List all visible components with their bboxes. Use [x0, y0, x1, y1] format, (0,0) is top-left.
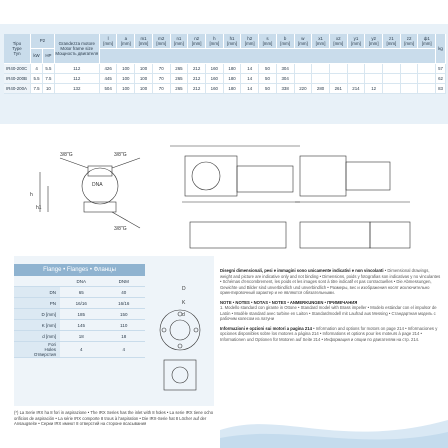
table-cell: 10: [43, 84, 55, 94]
table-cell: IR40-200C: [4, 64, 31, 74]
table-cell: [418, 84, 436, 94]
flange-table: [14, 276, 145, 358]
table-cell: 212: [188, 74, 206, 84]
table-cell: [329, 74, 347, 84]
table-cell: 100: [117, 74, 135, 84]
table-row: [14, 320, 145, 331]
table-cell: 212: [188, 64, 206, 74]
thread-callout-2: 3/8"G: [114, 152, 127, 158]
table-cell: IR40-200B: [4, 74, 31, 84]
col-x1-header: x1 [mm]: [312, 34, 330, 49]
col-f1-header: ф1 [mm]: [418, 34, 436, 49]
table-cell: 338: [276, 84, 294, 94]
col-kw-header: kW: [31, 49, 43, 64]
col-l-header: l [mm]: [99, 34, 117, 49]
table-cell: 12: [365, 84, 383, 94]
col-h1-header: h1 [mm]: [223, 34, 241, 49]
table-cell: 40: [103, 287, 146, 298]
table-row: [14, 287, 145, 298]
table-row: [4, 74, 446, 84]
col-s-header: s [mm]: [259, 34, 277, 49]
table-cell: IR40-200A: [4, 84, 31, 94]
table-cell: 426: [99, 64, 117, 74]
table-cell: 100: [135, 74, 153, 84]
table-cell: PN: [14, 298, 60, 309]
table-cell: 100: [135, 64, 153, 74]
table-cell: [294, 64, 312, 74]
table-cell: [329, 64, 347, 74]
table-cell: 304: [276, 64, 294, 74]
table-row: [14, 342, 145, 358]
table-cell: [365, 74, 383, 84]
decorative-wave: [220, 380, 448, 448]
table-cell: 214: [347, 84, 365, 94]
col-w-header: w [mm]: [294, 34, 312, 49]
table-cell: 261: [329, 84, 347, 94]
table-cell: 4: [31, 64, 43, 74]
table-cell: 132: [54, 84, 99, 94]
table-cell: DN: [14, 287, 60, 298]
thread-callout-3: 3/8"G: [114, 226, 127, 232]
notes-paragraph-1: Disegni dimensionali, pesi e immagini sono unicamente indicativi e non vincolanti • Dimensional drawings, weight and picture are indicative only and not binding • Dimensions, poids y fotografias son indicativas y no vinculantes • Schémas d'encombrement, les poids et les images sont à titre indicatif et pas contractuelles • Die Abmessungen, Gewichte und Bilder sind unverbindlich und unverbindlich • Размеры, вес и изображения носят исключительно ориентировочный характер и не являются обязательными.: [220, 268, 441, 295]
table-cell: 50: [259, 74, 277, 84]
table-cell: 100: [135, 84, 153, 94]
flange-k-label: K: [182, 300, 186, 306]
table-cell: 4: [103, 342, 146, 358]
notes-paragraph-3: Informazioni e opzioni sui motori a pagina 214 • Information and options for motors on page 214 • Informaciones y opciones disponibles sobre los motores a página 214 • Informations et options pour les moteurs à page 214 • Informationen und Optionen für Motoren auf Seite 214 • Информация и опции по двигателям на стр. 214.: [220, 325, 438, 342]
table-cell: 70: [152, 74, 170, 84]
col-m1-header: m1 [mm]: [135, 34, 153, 49]
table-cell: [383, 74, 401, 84]
table-cell: 65: [60, 287, 103, 298]
table-cell: 7.5: [43, 74, 55, 84]
table-cell: 70: [152, 64, 170, 74]
table-cell: 7.5: [31, 84, 43, 94]
table-cell: 112: [54, 74, 99, 84]
table-cell: 16/16: [60, 298, 103, 309]
table-cell: 160: [205, 84, 223, 94]
flange-col-dnm: DNM: [103, 276, 146, 287]
table-cell: 280: [312, 84, 330, 94]
table-cell: 180: [223, 64, 241, 74]
table-cell: K [mm]: [14, 320, 60, 331]
table-cell: 504: [99, 84, 117, 94]
notes-paragraph-2: NOTE • NOTES • NOTAS • NOTES • ANMERKUNGEN • ПРИМЕЧАНИЯ 1. Modello standard con girante in Ottone • Standard model with Brass impeller • Modelo estándar con el impulsor de Latón • Modèle standard avec turbine en Laiton • Standardmodell mit Laufrad aus Messing • Стандартная модель с рабочим колесом из латуни: [220, 299, 437, 321]
col-p2-header: P2: [31, 34, 55, 49]
table-row: [14, 309, 145, 320]
table-cell: 14: [241, 84, 259, 94]
col-a-header: a [mm]: [117, 34, 135, 49]
col-z2-header: z2 [mm]: [400, 34, 418, 49]
table-cell: 304: [276, 74, 294, 84]
table-cell: 100: [117, 84, 135, 94]
table-cell: 160: [205, 64, 223, 74]
col-type-header: Tipo Type Tyn: [4, 34, 31, 64]
table-cell: Fori Holes Отверстия: [14, 342, 60, 358]
table-cell: 220: [294, 84, 312, 94]
table-cell: 445: [99, 74, 117, 84]
flange-title: Flange • Flanges • Фланцы: [14, 264, 145, 276]
table-cell: 112: [54, 64, 99, 74]
dimension-table: [4, 34, 446, 94]
pump-top-view-drawing: [295, 156, 410, 248]
table-cell: 265: [170, 64, 188, 74]
col-z1-header: z1 [mm]: [383, 34, 401, 49]
col-h-header: h [mm]: [205, 34, 223, 49]
table-cell: 265: [170, 74, 188, 84]
table-cell: 160: [205, 74, 223, 84]
table-cell: 50: [259, 64, 277, 74]
table-row: [14, 331, 145, 342]
col-b-header: b [mm]: [276, 34, 294, 49]
col-kg-header: kg: [436, 34, 446, 64]
col-x2-header: x2 [mm]: [329, 34, 347, 49]
flange-d-outer-label: D: [182, 286, 186, 292]
flange-drawing: [150, 280, 210, 400]
h-label: h: [30, 192, 33, 198]
table-cell: 185: [60, 309, 103, 320]
table-cell: 145: [60, 320, 103, 331]
table-cell: [418, 64, 436, 74]
col-n1-header: n1 [mm]: [170, 34, 188, 49]
footnote: (*) La Serie IRX ha 8 fori in aspirazione • The IRX Series has the inlet with 8 holes • La serie IRX tiene ocho orificios de aspiración • La série IRX comporte 8 trous à l'aspiration • Die IRX-Serie hat 8 Löcher auf der Ansaugseite • Серии IRX имеют 8 отверстий на стороне всасывания: [14, 410, 214, 426]
table-cell: 4: [60, 342, 103, 358]
table-cell: [294, 74, 312, 84]
table-row: [14, 298, 145, 309]
table-cell: [418, 74, 436, 84]
table-cell: 14: [241, 74, 259, 84]
table-cell: 110: [103, 320, 146, 331]
table-cell: 83: [436, 84, 446, 94]
col-n2-header: n2 [mm]: [188, 34, 206, 49]
col-y2-header: y2 [mm]: [365, 34, 383, 49]
table-row: [4, 84, 446, 94]
pump-side-view-drawing: [40, 158, 140, 228]
table-cell: 5.5: [31, 74, 43, 84]
col-hp-header: HP: [43, 49, 55, 64]
notes-section: [220, 268, 442, 342]
table-row: [4, 64, 446, 74]
table-cell: [383, 64, 401, 74]
table-cell: 18: [60, 331, 103, 342]
table-cell: D [mm]: [14, 309, 60, 320]
table-cell: 265: [170, 84, 188, 94]
h1-label: h1: [36, 205, 42, 211]
table-cell: [312, 74, 330, 84]
table-cell: 14: [241, 64, 259, 74]
table-cell: 70: [152, 84, 170, 94]
table-cell: 57: [436, 64, 446, 74]
table-cell: [383, 84, 401, 94]
flange-hole-label: d: [182, 312, 185, 318]
table-cell: d [mm]: [14, 331, 60, 342]
table-cell: [312, 64, 330, 74]
col-frame-header: Grandezza motore Motor frame size Мощность двигателя: [54, 34, 99, 64]
table-cell: 16/16: [103, 298, 146, 309]
table-cell: 5.5: [43, 64, 55, 74]
table-cell: 50: [259, 84, 277, 94]
table-cell: 100: [117, 64, 135, 74]
dn-label: DNA: [92, 182, 103, 188]
thread-callout-1: 3/8"G: [60, 152, 73, 158]
table-cell: 62: [436, 74, 446, 84]
table-cell: 212: [188, 84, 206, 94]
pump-front-view-drawing: [170, 146, 300, 248]
table-cell: 180: [223, 84, 241, 94]
table-cell: [347, 74, 365, 84]
flange-col-dna: DNA: [60, 276, 103, 287]
table-cell: [365, 64, 383, 74]
table-cell: [400, 74, 418, 84]
table-cell: [400, 84, 418, 94]
table-cell: 18: [103, 331, 146, 342]
table-cell: 150: [103, 309, 146, 320]
table-cell: [347, 64, 365, 74]
col-h2-header: h2 [mm]: [241, 34, 259, 49]
col-m2-header: m2 [mm]: [152, 34, 170, 49]
table-cell: 180: [223, 74, 241, 84]
col-y1-header: y1 [mm]: [347, 34, 365, 49]
table-cell: [400, 64, 418, 74]
